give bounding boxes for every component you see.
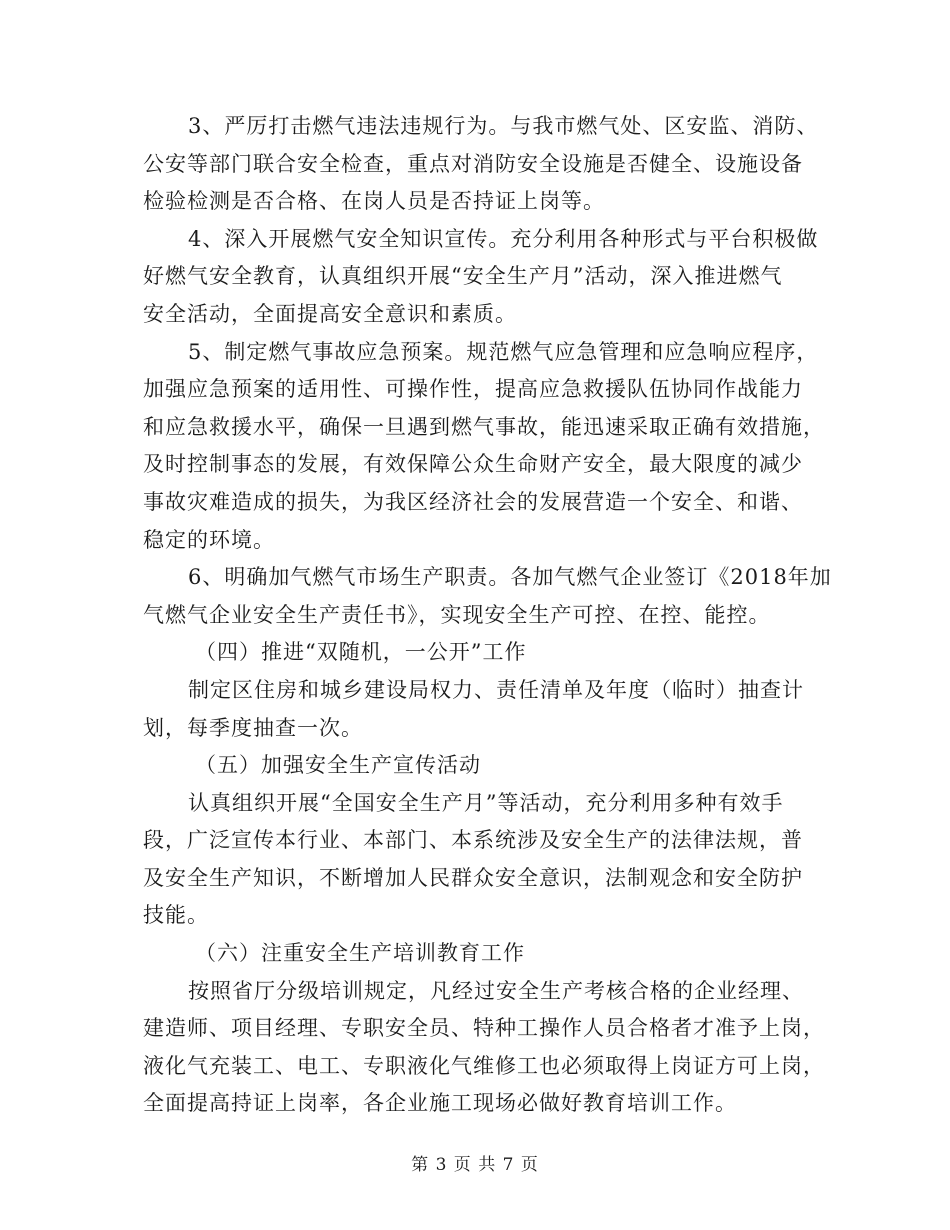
- paragraph-line: 及安全生产知识，不断增加人民群众安全意识，法制观念和安全防护: [143, 865, 803, 890]
- paragraph-line: 建造师、项目经理、专职安全员、特种工操作人员合格者才准予上岗，: [143, 1016, 825, 1041]
- paragraph-line: 制定区住房和城乡建设局权力、责任清单及年度（临时）抽查计: [188, 677, 804, 702]
- paragraph-line: 6、明确加气燃气市场生产职责。各加气燃气企业签订《2018年加: [188, 565, 832, 590]
- paragraph-line: 和应急救援水平，确保一旦遇到燃气事故，能迅速采取正确有效措施，: [143, 414, 825, 439]
- paragraph-line: 技能。: [143, 903, 209, 928]
- paragraph-line: 公安等部门联合安全检查，重点对消防安全设施是否健全、设施设备: [143, 151, 803, 176]
- paragraph-line: 检验检测是否合格、在岗人员是否持证上岗等。: [143, 189, 605, 214]
- paragraph-line: 5、制定燃气事故应急预案。规范燃气应急管理和应急响应程序，: [188, 339, 819, 364]
- section-heading: （四）推进“双随机，一公开”工作: [195, 640, 527, 665]
- paragraph-line: 事故灾难造成的损失，为我区经济社会的发展营造一个安全、和谐、: [143, 489, 803, 514]
- paragraph-line: 好燃气安全教育，认真组织开展“安全生产月”活动，深入推进燃气: [143, 264, 783, 289]
- paragraph-line: 稳定的环境。: [143, 527, 275, 552]
- paragraph-line: 认真组织开展“全国安全生产月”等活动，充分利用多种有效手: [188, 790, 784, 815]
- paragraph-line: 3、严厉打击燃气违法违规行为。与我市燃气处、区安监、消防、: [188, 114, 819, 138]
- paragraph-line: 段，广泛宣传本行业、本部门、本系统涉及安全生产的法律法规，普: [143, 828, 803, 853]
- section-heading: （六）注重安全生产培训教育工作: [195, 941, 525, 966]
- page-footer: 第 3 页 共 7 页: [411, 1155, 539, 1175]
- paragraph-line: 安全活动，全面提高安全意识和素质。: [143, 301, 517, 326]
- paragraph-line: 及时控制事态的发展，有效保障公众生命财产安全，最大限度的减少: [143, 452, 803, 477]
- document-body: [143, 108, 832, 1123]
- paragraph-line: 4、深入开展燃气安全知识宣传。充分利用各种形式与平台积极做: [188, 226, 819, 251]
- paragraph-line: 液化气充装工、电工、专职液化气维修工也必须取得上岗证方可上岗，: [143, 1053, 825, 1078]
- section-heading: （五）加强安全生产宣传活动: [195, 753, 481, 778]
- paragraph-line: 加强应急预案的适用性、可操作性，提高应急救援队伍协同作战能力: [143, 377, 803, 402]
- paragraph-line: 按照省厅分级培训规定，凡经过安全生产考核合格的企业经理、: [188, 978, 804, 1003]
- paragraph-line: 全面提高持证上岗率，各企业施工现场必做好教育培训工作。: [143, 1091, 737, 1116]
- paragraph-line: 划，每季度抽查一次。: [143, 715, 363, 740]
- paragraph-line: 气燃气企业安全生产责任书》，实现安全生产可控、在控、能控。: [143, 602, 771, 627]
